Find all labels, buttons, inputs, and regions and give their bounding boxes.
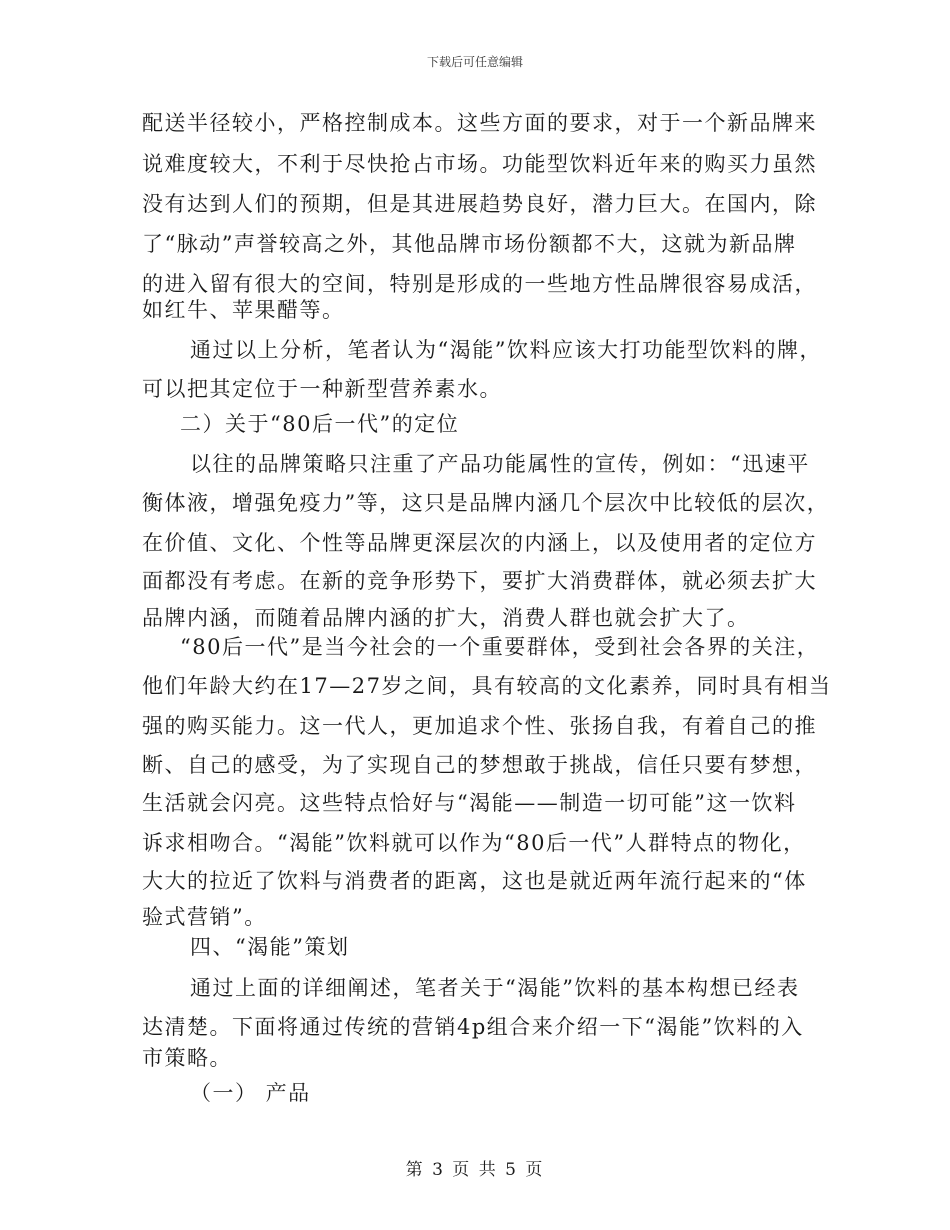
text-line: 以往的品牌策略只注重了产品功能属性的宣传，例如：“迅速平: [190, 452, 810, 476]
text-line: 了“脉动”声誉较高之外，其他品牌市场份额都不大，这就为新品牌: [142, 232, 797, 256]
section-heading: （一） 产品: [190, 1081, 311, 1105]
section-heading: 二）关于“80后一代”的定位: [180, 412, 460, 436]
text-line: 验式营销”。: [142, 905, 267, 929]
text-line: 可以把其定位于一种新型营养素水。: [142, 377, 502, 401]
text-line: 配送半径较小，严格控制成本。这些方面的要求，对于一个新品牌来: [142, 111, 817, 135]
page-header: 下载后可任意编辑: [426, 55, 523, 69]
section-heading: 四、“渴能”策划: [190, 935, 350, 959]
text-line: 面都没有考虑。在新的竞争形势下，要扩大消费群体，就必须去扩大: [142, 569, 817, 593]
text-line: 诉求相吻合。“渴能”饮料就可以作为“80后一代”人群特点的物化，: [142, 831, 806, 855]
text-line: 市策略。: [142, 1046, 232, 1070]
text-line: 的进入留有很大的空间，特别是形成的一些地方性品牌很容易成活，: [142, 272, 817, 296]
text-line: “80后一代”是当今社会的一个重要群体，受到社会各界的关注，: [180, 635, 820, 659]
text-line: 他们年龄大约在17—27岁之间，具有较高的文化素养，同时具有相当: [142, 674, 832, 698]
text-line: 达清楚。下面将通过传统的营销4p组合来介绍一下“渴能”饮料的入: [142, 1015, 804, 1039]
text-line: 品牌内涵，而随着品牌内涵的扩大，消费人群也就会扩大了。: [142, 606, 750, 630]
text-line: 大大的拉近了饮料与消费者的距离，这也是就近两年流行起来的“体: [142, 869, 807, 893]
text-line: 在价值、文化、个性等品牌更深层次的内涵上，以及使用者的定位方: [142, 531, 817, 555]
page-footer: 第 3 页 共 5 页: [405, 1160, 545, 1180]
text-line: 通过上面的详细阐述，笔者关于“渴能”饮料的基本构想已经表: [190, 976, 800, 1000]
text-line: 衡体液，增强免疫力”等，这只是品牌内涵几个层次中比较低的层次，: [142, 491, 830, 515]
text-line: 说难度较大，不利于尽快抢占市场。功能型饮料近年来的购买力虽然: [142, 152, 817, 176]
text-line: 强的购买能力。这一代人，更加追求个性、张扬自我，有着自己的推: [142, 714, 817, 738]
text-line: 生活就会闪亮。这些特点恰好与“渴能——制造一切可能”这一饮料: [142, 791, 797, 815]
text-line: 如红牛、苹果醋等。: [142, 298, 345, 322]
text-line: 没有达到人们的预期，但是其进展趋势良好，潜力巨大。在国内，除: [142, 192, 817, 216]
text-line: 通过以上分析，笔者认为“渴能”饮料应该大打功能型饮料的牌，: [190, 338, 822, 362]
text-line: 断、自己的感受，为了实现自己的梦想敢于挑战，信任只要有梦想，: [142, 753, 817, 777]
